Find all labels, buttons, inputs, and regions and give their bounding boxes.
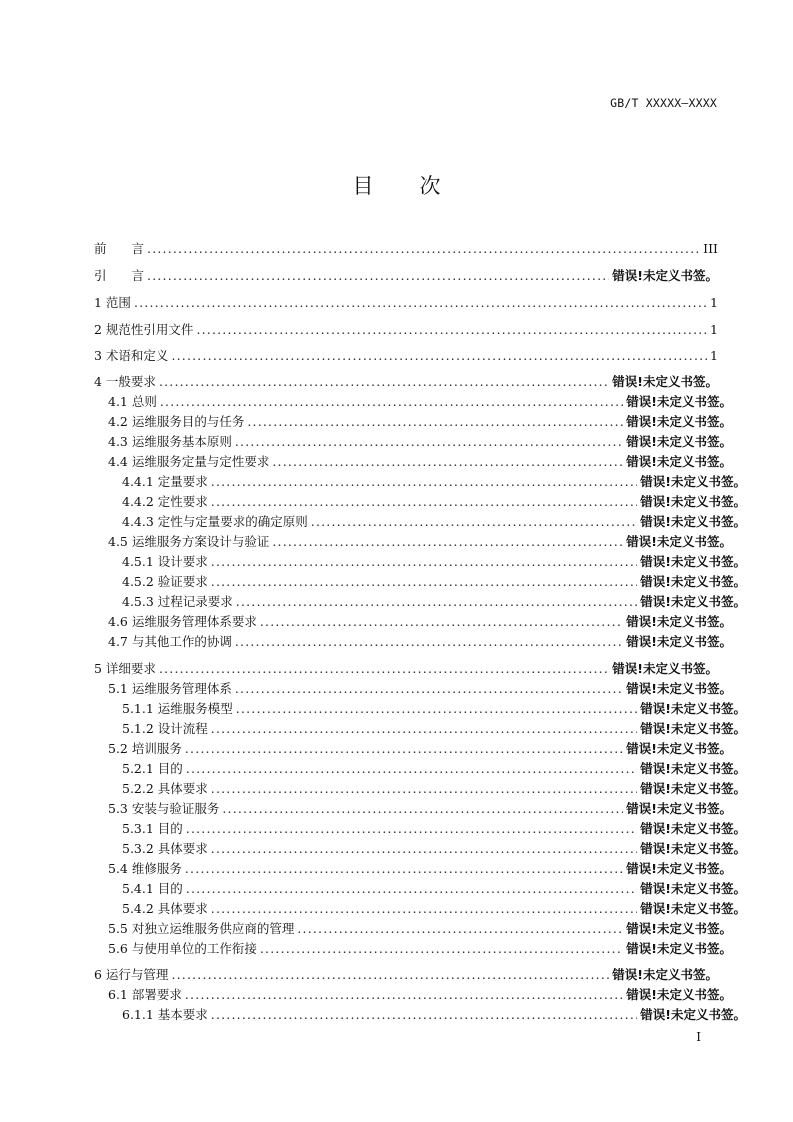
toc-entry-label: 4.5.3 过程记录要求 xyxy=(122,594,233,609)
toc-entry[interactable] xyxy=(94,413,732,431)
toc-entry-page: 错误!未定义书签。 xyxy=(612,967,718,982)
toc-entry-label: 5.3.1 目的 xyxy=(122,821,183,836)
toc-entry[interactable] xyxy=(94,373,718,391)
toc-leader-dots xyxy=(211,1006,638,1024)
toc-entry-label: 5 详细要求 xyxy=(94,661,156,676)
toc-entry[interactable] xyxy=(94,533,732,551)
toc-entry-page: 错误!未定义书签。 xyxy=(640,514,746,529)
toc-entry[interactable] xyxy=(94,760,746,778)
toc-entry-label: 前 言 xyxy=(94,241,145,256)
toc-entry[interactable] xyxy=(94,740,732,758)
toc-entry[interactable] xyxy=(94,820,746,838)
toc-leader-dots xyxy=(235,433,623,451)
toc-entry-page: 错误!未定义书签。 xyxy=(626,534,732,549)
toc-entry-page: 错误!未定义书签。 xyxy=(626,394,732,409)
toc-entry-page: 错误!未定义书签。 xyxy=(612,374,718,389)
toc-entry-page: 错误!未定义书签。 xyxy=(612,268,718,283)
toc-entry-label: 4.3 运维服务基本原则 xyxy=(108,434,232,449)
toc-entry-page: 错误!未定义书签。 xyxy=(640,474,746,489)
toc-leader-dots xyxy=(147,240,700,258)
toc-entry-label: 4.1 总则 xyxy=(108,394,157,409)
toc-leader-dots xyxy=(196,321,707,339)
toc-entry-label: 6.1 部署要求 xyxy=(108,987,182,1002)
toc-entry-label: 4.6 运维服务管理体系要求 xyxy=(108,614,257,629)
toc-entry[interactable] xyxy=(94,633,732,651)
toc-entry-page: 1 xyxy=(710,322,718,337)
page-title: 目次 xyxy=(352,174,487,198)
toc-entry[interactable] xyxy=(94,240,718,258)
toc-entry[interactable] xyxy=(94,473,746,491)
toc-entry[interactable] xyxy=(94,393,732,411)
toc-entry-page: 错误!未定义书签。 xyxy=(626,941,732,956)
toc-entry-label: 5.3 安装与验证服务 xyxy=(108,801,220,816)
toc-entry-label: 4.5.1 设计要求 xyxy=(122,554,208,569)
toc-entry-page: III xyxy=(703,241,718,256)
toc-entry-page: 错误!未定义书签。 xyxy=(640,1007,746,1022)
toc-entry-label: 5.3.2 具体要求 xyxy=(122,841,208,856)
toc-leader-dots xyxy=(211,780,638,798)
toc-leader-dots xyxy=(147,267,609,285)
toc-entry[interactable] xyxy=(94,660,718,678)
toc-entry-label: 5.4.2 具体要求 xyxy=(122,901,208,916)
toc-entry-label: 5.1.2 设计流程 xyxy=(122,721,208,736)
toc-entry[interactable] xyxy=(94,680,732,698)
toc-entry-page: 错误!未定义书签。 xyxy=(640,574,746,589)
toc-entry-page: 错误!未定义书签。 xyxy=(640,881,746,896)
toc-entry-page: 1 xyxy=(710,348,718,363)
toc-leader-dots xyxy=(236,700,638,718)
toc-entry-label: 6 运行与管理 xyxy=(94,967,169,982)
toc-leader-dots xyxy=(236,593,638,611)
toc-entry-label: 引 言 xyxy=(94,268,145,283)
toc-entry-page: 错误!未定义书签。 xyxy=(640,554,746,569)
toc-leader-dots xyxy=(211,900,638,918)
toc-entry[interactable] xyxy=(94,267,718,285)
toc-entry-page: 错误!未定义书签。 xyxy=(626,434,732,449)
toc-leader-dots xyxy=(235,633,623,651)
toc-leader-dots xyxy=(211,473,638,491)
toc-entry[interactable] xyxy=(94,433,732,451)
toc-leader-dots xyxy=(247,413,623,431)
toc-entry-page: 错误!未定义书签。 xyxy=(626,801,732,816)
toc-leader-dots xyxy=(260,940,623,958)
toc-entry-label: 5.4.1 目的 xyxy=(122,881,183,896)
toc-entry-label: 4 一般要求 xyxy=(94,374,156,389)
toc-entry-label: 3 术语和定义 xyxy=(94,348,169,363)
toc-entry-label: 5.2 培训服务 xyxy=(108,741,182,756)
toc-entry-label: 4.2 运维服务目的与任务 xyxy=(108,414,245,429)
toc-entry-label: 4.4.2 定性要求 xyxy=(122,494,208,509)
toc-entry[interactable] xyxy=(94,900,746,918)
toc-leader-dots xyxy=(260,613,623,631)
toc-leader-dots xyxy=(159,373,609,391)
toc-entry[interactable] xyxy=(94,720,746,738)
toc-leader-dots xyxy=(211,840,638,858)
toc-leader-dots xyxy=(211,720,638,738)
toc-entry-label: 5.1 运维服务管理体系 xyxy=(108,681,232,696)
toc-entry[interactable] xyxy=(94,613,732,631)
toc-entry-label: 5.4 维修服务 xyxy=(108,861,182,876)
toc-leader-dots xyxy=(185,860,623,878)
toc-entry[interactable] xyxy=(94,593,746,611)
toc-leader-dots xyxy=(211,573,638,591)
toc-leader-dots xyxy=(185,740,623,758)
toc-entry[interactable] xyxy=(94,840,746,858)
toc-leader-dots xyxy=(186,880,638,898)
toc-entry-page: 错误!未定义书签。 xyxy=(640,721,746,736)
toc-leader-dots xyxy=(185,986,623,1004)
toc-entry[interactable] xyxy=(94,453,732,471)
toc-entry-page: 错误!未定义书签。 xyxy=(626,987,732,1002)
toc-entry-label: 4.4.3 定性与定量要求的确定原则 xyxy=(122,514,308,529)
toc-leader-dots xyxy=(171,347,707,365)
toc-entry-label: 5.2.1 目的 xyxy=(122,761,183,776)
toc-leader-dots xyxy=(222,800,623,818)
toc-entry-label: 5.6 与使用单位的工作衔接 xyxy=(108,941,257,956)
toc-leader-dots xyxy=(272,453,623,471)
toc-leader-dots xyxy=(211,493,638,511)
toc-entry-page: 错误!未定义书签。 xyxy=(626,741,732,756)
toc-entry-page: 错误!未定义书签。 xyxy=(640,761,746,776)
toc-entry-page: 错误!未定义书签。 xyxy=(640,494,746,509)
toc-entry[interactable] xyxy=(94,940,732,958)
toc-leader-dots xyxy=(272,533,623,551)
toc-entry[interactable] xyxy=(94,1006,746,1024)
toc-entry[interactable] xyxy=(94,700,746,718)
toc-entry[interactable] xyxy=(94,321,718,339)
toc-entry[interactable] xyxy=(94,347,718,365)
toc-entry-label: 5.5 对独立运维服务供应商的管理 xyxy=(108,921,295,936)
toc-entry-label: 4.5 运维服务方案设计与验证 xyxy=(108,534,270,549)
toc-entry-page: 错误!未定义书签。 xyxy=(640,701,746,716)
toc-entry-page: 错误!未定义书签。 xyxy=(640,781,746,796)
toc-entry[interactable] xyxy=(94,986,732,1004)
toc-leader-dots xyxy=(311,513,638,531)
toc-entry[interactable] xyxy=(94,553,746,571)
toc-entry-label: 5.2.2 具体要求 xyxy=(122,781,208,796)
toc-entry-page: 错误!未定义书签。 xyxy=(626,414,732,429)
toc-entry[interactable] xyxy=(94,294,718,312)
toc-entry[interactable] xyxy=(94,800,732,818)
toc-entry-label: 4.5.2 验证要求 xyxy=(122,574,208,589)
toc-entry-page: 错误!未定义书签。 xyxy=(626,634,732,649)
toc-entry-page: 错误!未定义书签。 xyxy=(612,661,718,676)
toc-entry-label: 4.7 与其他工作的协调 xyxy=(108,634,232,649)
toc-entry[interactable] xyxy=(94,573,746,591)
toc-entry-label: 1 范围 xyxy=(94,295,131,310)
toc-entry-label: 6.1.1 基本要求 xyxy=(122,1007,208,1022)
toc-entry-page: 错误!未定义书签。 xyxy=(626,614,732,629)
toc-leader-dots xyxy=(186,820,638,838)
toc-entry[interactable] xyxy=(94,880,746,898)
document-code: GB/T XXXXX—XXXX xyxy=(610,96,717,110)
toc-leader-dots xyxy=(235,680,623,698)
toc-entry-page: 1 xyxy=(710,295,718,310)
toc-leader-dots xyxy=(134,294,707,312)
toc-entry[interactable] xyxy=(94,860,732,878)
toc-leader-dots xyxy=(171,966,609,984)
toc-leader-dots xyxy=(211,553,638,571)
toc-entry-label: 4.4 运维服务定量与定性要求 xyxy=(108,454,270,469)
toc-entry[interactable] xyxy=(94,493,746,511)
toc-entry-page: 错误!未定义书签。 xyxy=(626,454,732,469)
toc-leader-dots xyxy=(297,920,623,938)
toc-entry[interactable] xyxy=(94,920,732,938)
toc-entry-page: 错误!未定义书签。 xyxy=(640,841,746,856)
toc-entry-label: 5.1.1 运维服务模型 xyxy=(122,701,233,716)
toc-leader-dots xyxy=(186,760,638,778)
toc-entry-label: 2 规范性引用文件 xyxy=(94,322,194,337)
toc-entry-page: 错误!未定义书签。 xyxy=(626,861,732,876)
toc-entry-page: 错误!未定义书签。 xyxy=(626,921,732,936)
page-number: I xyxy=(696,1030,701,1044)
toc-entry-label: 4.4.1 定量要求 xyxy=(122,474,208,489)
toc-leader-dots xyxy=(160,393,623,411)
toc-entry-page: 错误!未定义书签。 xyxy=(640,901,746,916)
toc-entry[interactable] xyxy=(94,966,718,984)
toc-entry[interactable] xyxy=(94,780,746,798)
toc-entry-page: 错误!未定义书签。 xyxy=(640,594,746,609)
toc-leader-dots xyxy=(159,660,609,678)
toc-entry[interactable] xyxy=(94,513,746,531)
toc-entry-page: 错误!未定义书签。 xyxy=(626,681,732,696)
toc-entry-page: 错误!未定义书签。 xyxy=(640,821,746,836)
